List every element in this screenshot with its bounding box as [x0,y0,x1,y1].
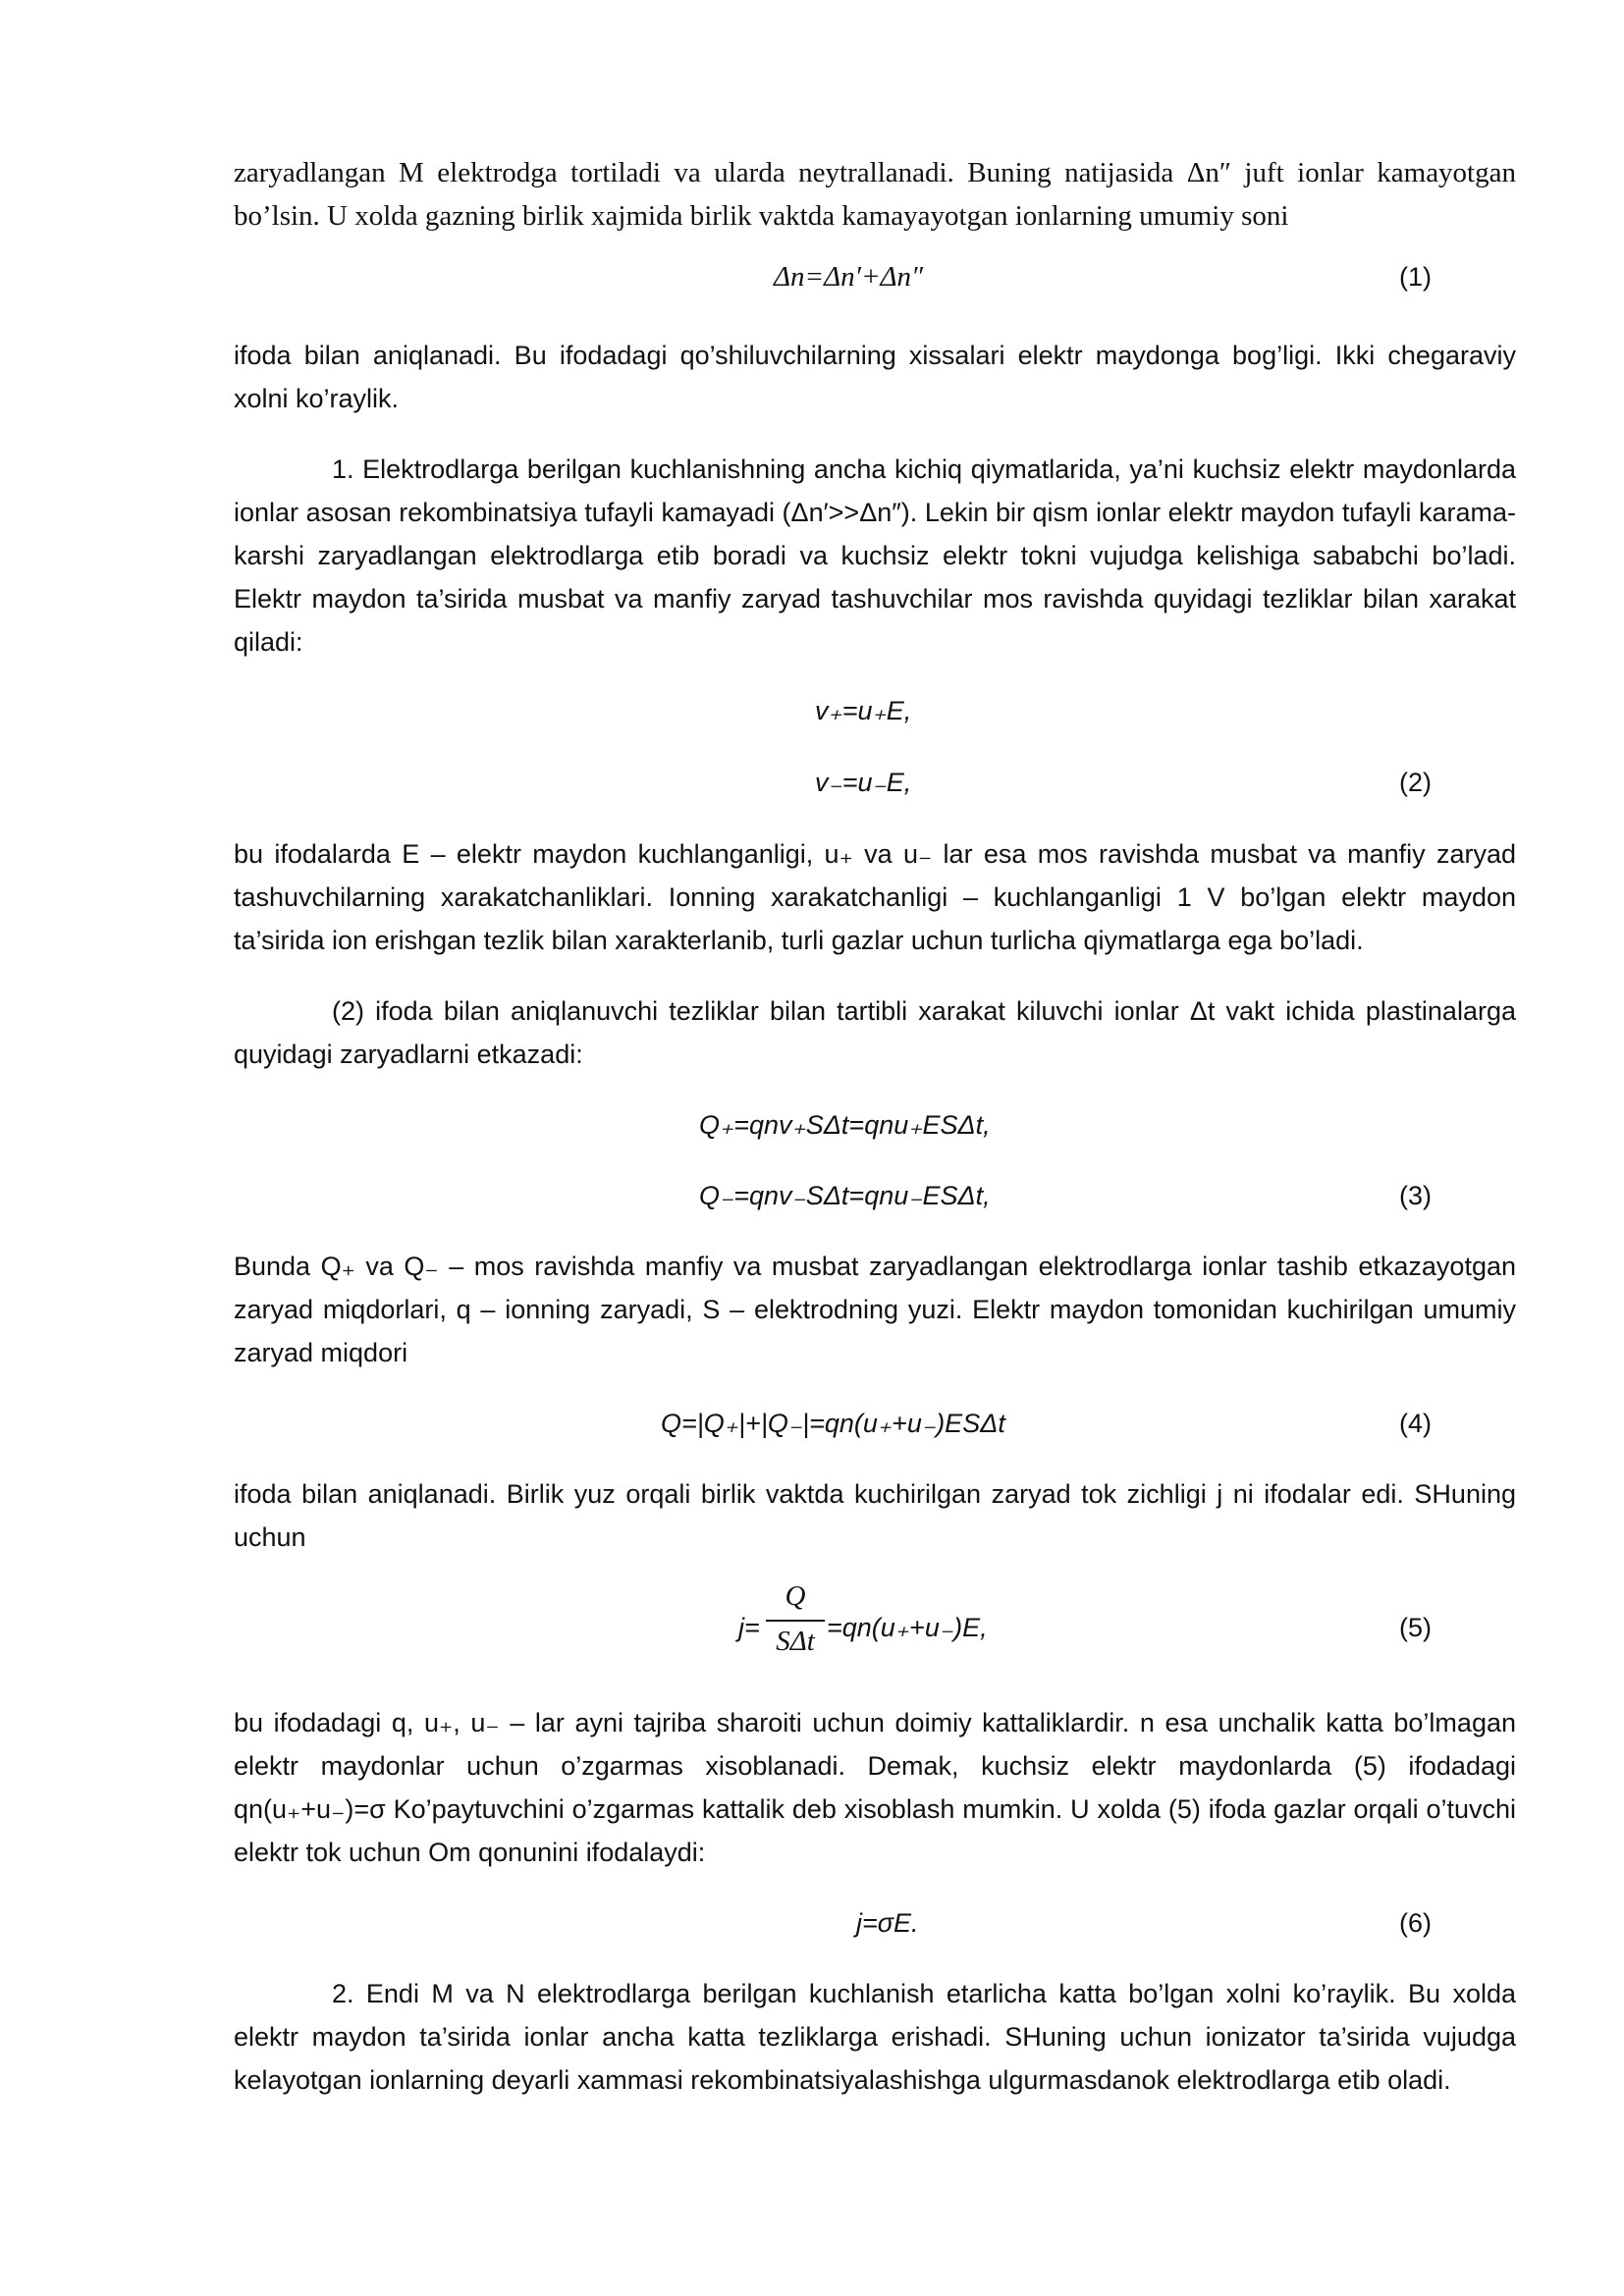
paragraph-mobility: bu ifodalarda E – elektr maydon kuchlanganligi, u₊ va u₋ lar esa mos ravishda musbat va manfiy zaryad tashuvchilarning xarakatchanliklari. Ionning xarakatchanligi – kuchlanganligi 1 V bo’lgan elektr maydon ta’sirida ion erishgan tezlik bilan xarakterlanib, turli gazlar uchun turlicha qiymatlarga ega bo’ladi. [234,839,1516,955]
equation-6-number: (6) [1399,1908,1432,1938]
equation-1: Δn=Δn′+Δn″ [774,261,924,293]
paragraph-bunda: Bunda Q₊ va Q₋ – mos ravishda manfiy va musbat zaryadlangan elektrodlarga ionlar tashib etkazayotgan zaryad miqdorlari, q – ionning zaryadi, S – elektrodning yuzi. Elektr maydon tomonidan kuchirilgan umumiy zaryad miqdori [234,1252,1516,1367]
equation-5-number: (5) [1399,1613,1432,1642]
equation-5-rhs: =qn(u₊+u₋)E, [827,1613,988,1642]
paragraph-case-1: 1. Elektrodlarga berilgan kuchlanishning ancha kichiq qiymatlarida, ya’ni kuchsiz elektr maydonlarda ionlar asosan rekombinatsiya tufayli kamayadi (Δn′>>Δn″). Lekin bir qism ionlar elektr maydon tufayli karama-karshi zaryadlangan elektrodlarga etib boradi va kuchsiz elektr tokni vujudga kelishiga sababchi bo’ladi. Elektr maydon ta’sirida musbat va manfiy zaryad tashuvchilar mos ravishda quyidagi tezliklar bilan xarakat qiladi: [234,454,1516,657]
paragraph-intro: zaryadlangan M elektrodga tortiladi va ularda neytrallanadi. Buning natijasida Δn″ juft ionlar kamayotgan bo’lsin. U xolda gazning birlik xajmida birlik vaktda kamayayotgan ionlarning umumiy soni [234,157,1516,232]
equation-3b: Q₋=qnv₋SΔt=qnu₋ESΔt, [699,1181,991,1210]
paragraph-case-2: 2. Endi M va N elektrodlarga berilgan kuchlanish etarlicha katta bo’lgan xolni ko’raylik. Bu xolda elektr maydon ta’sirida ionlar ancha katta tezliklarga erishadi. SHuning uchun ionizator ta’sirida vujudga kelayotgan ionlarning deyarli xammasi rekombinatsiyalashishga ulgurmasdanok elektrodlarga etib oladi. [234,1979,1516,2095]
paragraph-charges: (2) ifoda bilan aniqlanuvchi tezliklar bilan tartibli xarakat kiluvchi ionlar Δt vakt ichida plastinalarga quyidagi zaryadlarni etkazadi: [234,996,1516,1069]
equation-4: Q=|Q₊|+|Q₋|=qn(u₊+u₋)ESΔt [661,1409,1005,1438]
equation-5-numerator: Q [785,1580,806,1612]
equation-5-fraction-bar [766,1620,825,1622]
equation-2b: v₋=u₋E, [815,768,912,797]
equation-4-number: (4) [1399,1409,1432,1438]
paragraph-ifoda: ifoda bilan aniqlanadi. Bu ifodadagi qo’shiluvchilarning xissalari elektr maydonga bog’ligi. Ikki chegaraviy xolni ko’raylik. [234,341,1516,413]
equation-2-number: (2) [1399,768,1432,797]
equation-5-lhs: j= [738,1613,760,1642]
equation-1-number: (1) [1399,262,1432,292]
equation-6: j=σE. [856,1908,919,1938]
paragraph-ohm: bu ifodadagi q, u₊, u₋ – lar ayni tajriba sharoiti uchun doimiy kattaliklardir. n esa unchalik katta bo’lmagan elektr maydonlar uchun o’zgarmas xisoblanadi. Demak, kuchsiz elektr maydonlarda (5) ifodadagi qn(u₊+u₋)=σ Ko’paytuvchini o’zgarmas kattalik deb xisoblash mumkin. U xolda (5) ifoda gazlar orqali o’tuvchi elektr tok uchun Om qonunini ifodalaydi: [234,1708,1516,1867]
paragraph-current-density: ifoda bilan aniqlanadi. Birlik yuz orqali birlik vaktda kuchirilgan zaryad tok zichligi j ni ifodalar edi. SHuning uchun [234,1479,1516,1552]
equation-3-number: (3) [1399,1181,1432,1210]
equation-2a: v₊=u₊E, [815,696,912,725]
equation-5-denominator: SΔt [776,1626,815,1657]
equation-3a: Q₊=qnv₊SΔt=qnu₊ESΔt, [699,1110,991,1140]
